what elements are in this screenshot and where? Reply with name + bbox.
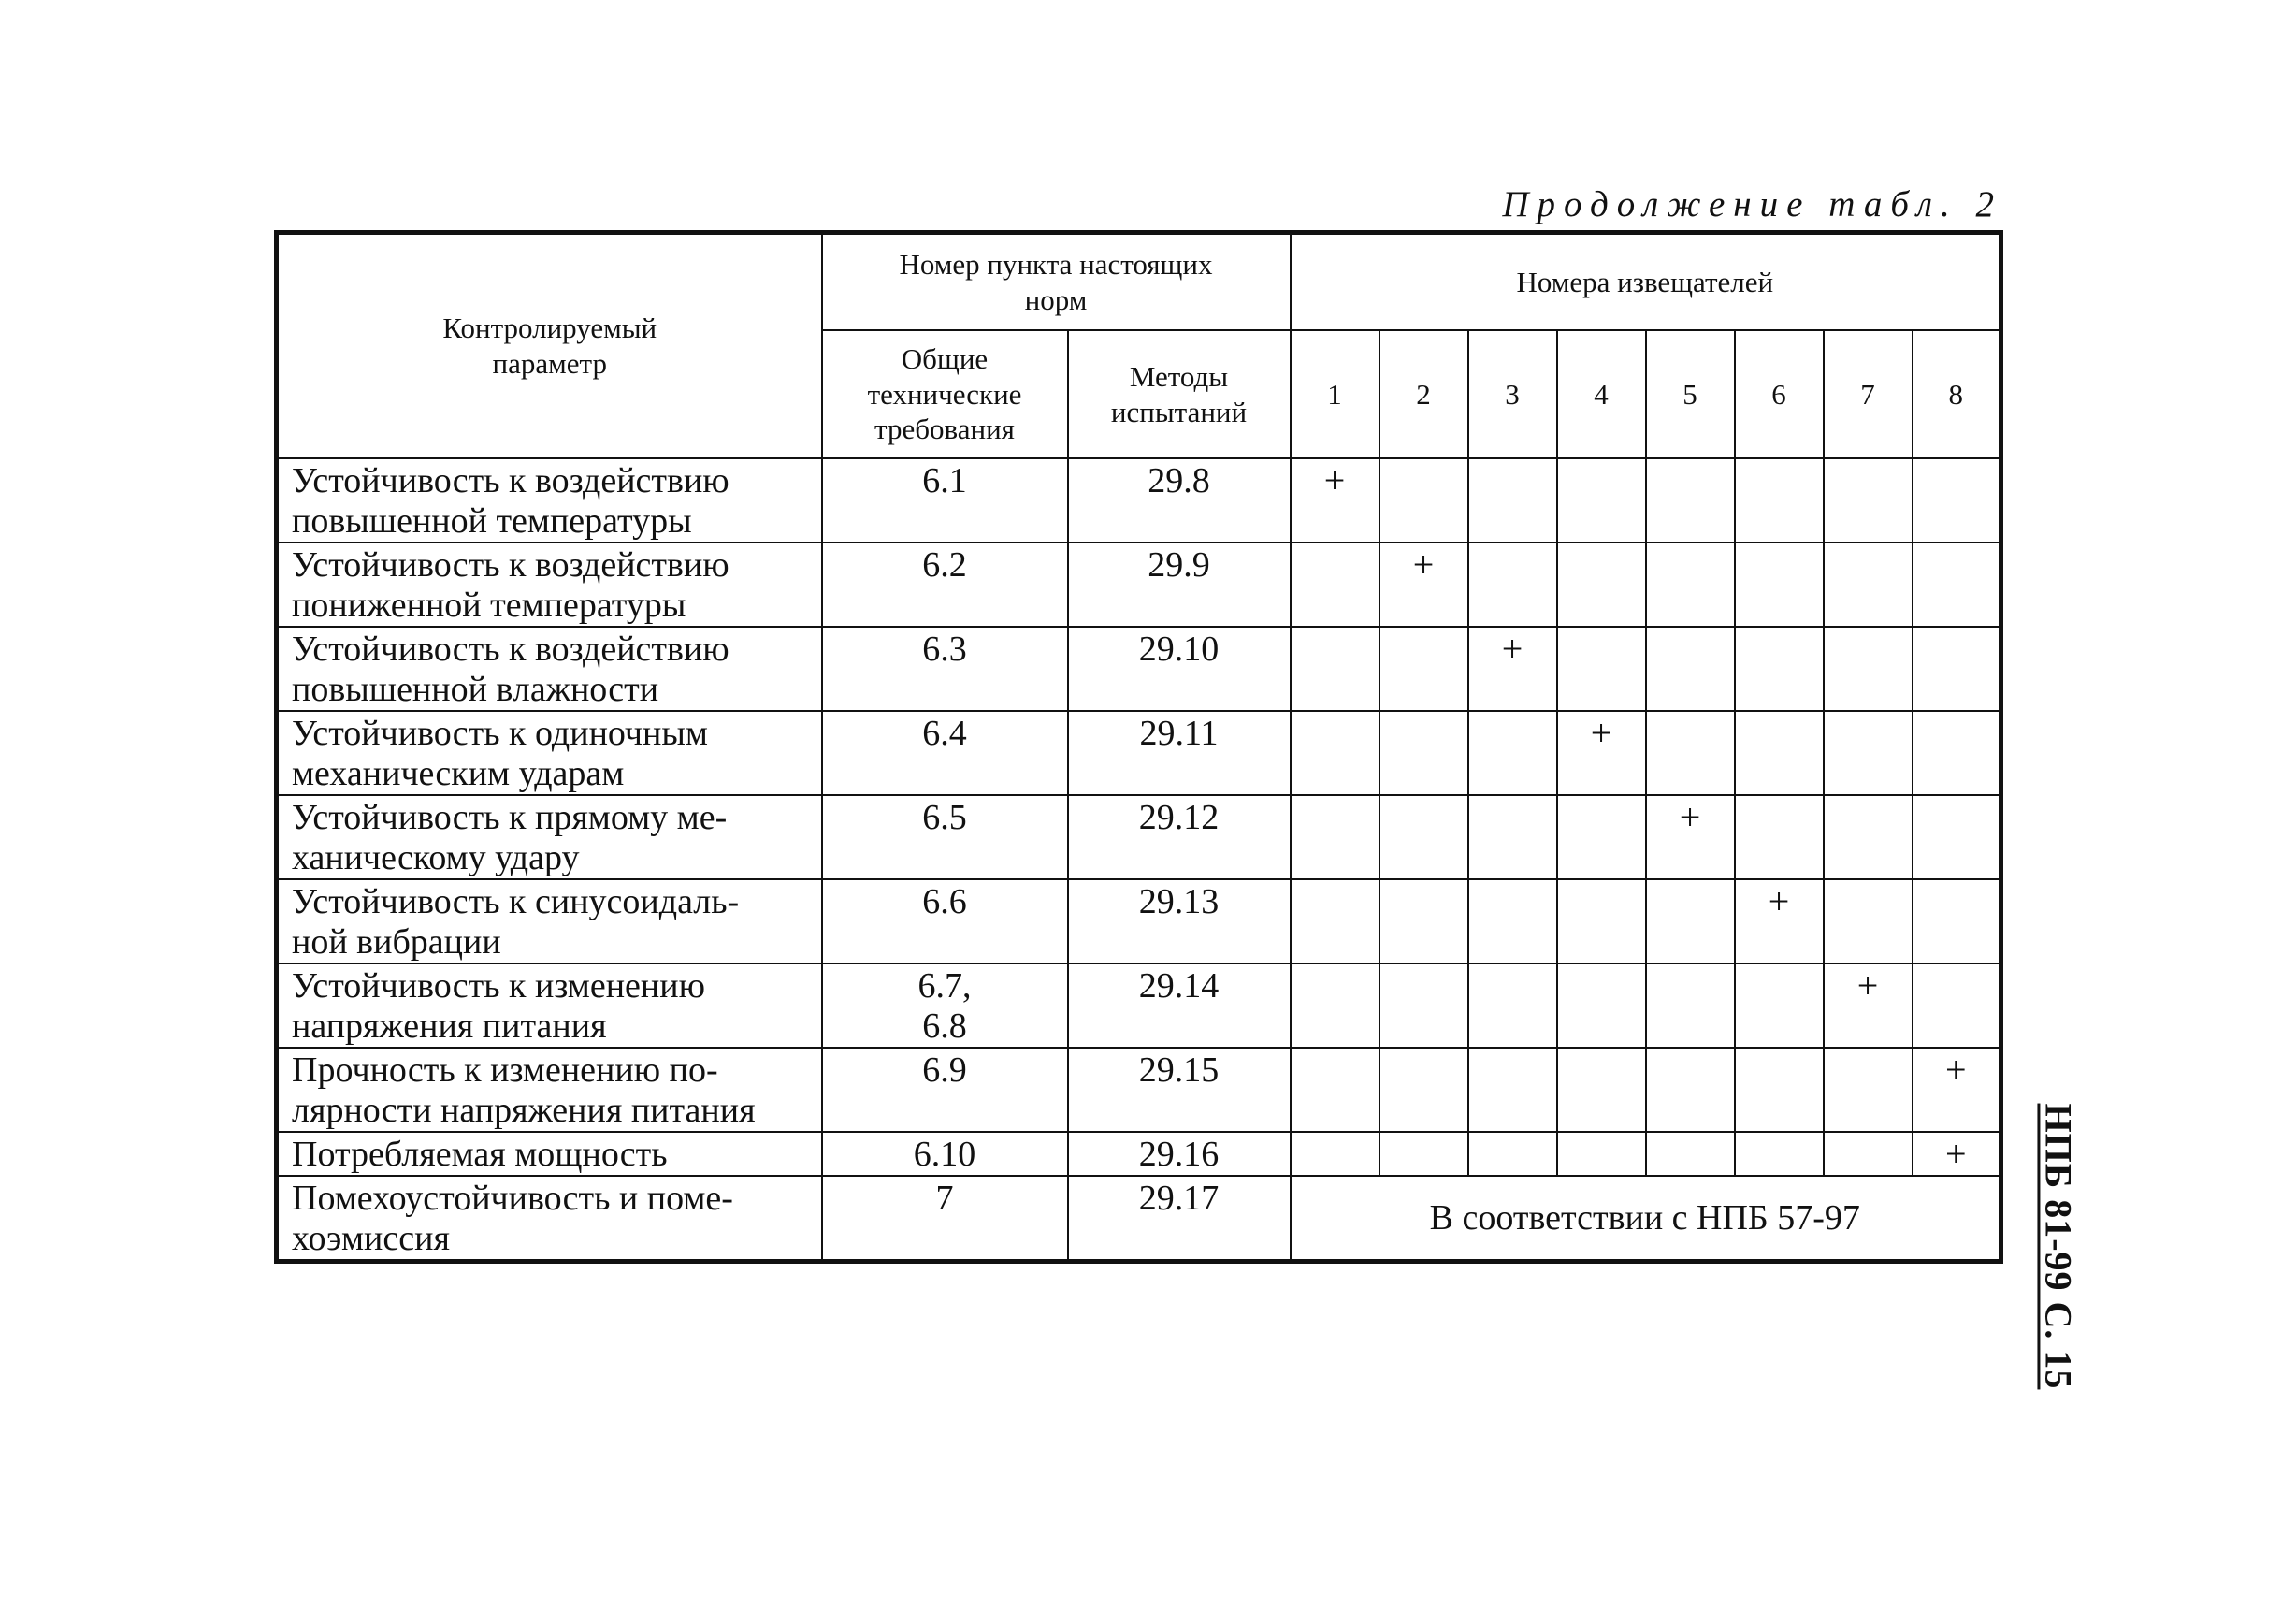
cell-line: Потребляемая мощность [292,1135,668,1174]
detector-mark-cell [1735,711,1824,795]
cell-line: 6.4 [922,714,967,753]
cell-line: 7 [935,1179,954,1219]
table-row [277,795,2001,879]
test-method-cell: 29.11 [1068,711,1291,795]
detector-mark-cell [1468,795,1557,879]
page-reference-text: НПБ 81-99 С. 15 [2037,1103,2080,1389]
cell-line: 6.8 [922,1006,967,1046]
detector-mark-cell [1735,1048,1824,1132]
header-detector-1: 1 [1291,330,1379,458]
header-detector-4: 4 [1557,330,1646,458]
cell-line: 6.9 [922,1050,967,1090]
general-requirement-cell [822,711,1068,795]
detector-mark-cell [1646,1048,1735,1132]
test-method-cell: 29.10 [1068,627,1291,711]
detector-mark-cell [1646,627,1735,711]
detector-mark-cell [1557,963,1646,1048]
detector-mark-cell [1913,963,2001,1048]
cell-line: ной вибрации [292,921,501,962]
detector-mark-cell [1291,795,1379,879]
test-method-cell: 29.14 [1068,963,1291,1048]
detector-mark-cell [1735,795,1824,879]
header-detector-3: 3 [1468,330,1557,458]
detector-mark-cell [1557,795,1646,879]
detector-mark-cell [1646,711,1735,795]
detector-mark-cell [1557,1132,1646,1176]
table-row [277,711,2001,795]
detector-mark-cell [1646,458,1735,543]
detector-mark-cell [1291,1048,1379,1132]
detector-mark-cell [1735,963,1824,1048]
test-method-cell: 29.17 [1068,1176,1291,1261]
test-method-cell: 29.12 [1068,795,1291,879]
cell-line: лярности напряжения питания [292,1090,756,1130]
detector-mark-cell: + [1913,1132,2001,1176]
general-requirement-cell [822,1176,1068,1261]
detector-mark-cell [1824,1048,1913,1132]
cell-line: Устойчивость к изменению [292,966,705,1006]
detector-mark-cell [1735,543,1824,627]
table-caption: Продолжение табл. 2 [1502,184,2002,224]
cell-line: 6.10 [913,1135,976,1174]
general-requirement-cell [822,795,1068,879]
detector-mark-cell: + [1824,963,1913,1048]
detector-mark-cell [1557,543,1646,627]
detector-mark-cell [1735,627,1824,711]
detector-mark-cell: + [1557,711,1646,795]
detector-mark-cell [1824,458,1913,543]
general-requirement-cell [822,879,1068,963]
detector-mark-cell [1379,627,1468,711]
detector-mark-cell [1824,627,1913,711]
detector-mark-cell: + [1646,795,1735,879]
detector-mark-cell [1468,879,1557,963]
header-detectors-group: Номера извещателей [1291,233,2001,331]
detector-mark-cell [1379,795,1468,879]
detector-mark-cell [1557,627,1646,711]
detector-mark-cell [1468,458,1557,543]
detector-mark-cell [1913,795,2001,879]
cell-line: Устойчивость к воздействию [292,461,729,500]
param-cell [277,458,822,543]
reference-note: В соответствии с НПБ 57-97 [1291,1176,2001,1261]
test-method-cell: 29.13 [1068,879,1291,963]
table-row [277,627,2001,711]
header-detector-7: 7 [1824,330,1913,458]
general-requirement-cell [822,1132,1068,1176]
cell-line: Устойчивость к одиночным [292,714,708,753]
detector-mark-cell [1468,963,1557,1048]
cell-line: 6.1 [922,461,967,500]
cell-line: Помехоустойчивость и поме- [292,1179,733,1219]
cell-line: Устойчивость к синусоидаль- [292,882,740,921]
general-requirement-cell [822,1048,1068,1132]
header-detector-2: 2 [1379,330,1468,458]
requirements-table [274,230,2003,1264]
detector-mark-cell [1913,879,2001,963]
detector-mark-cell [1379,458,1468,543]
cell-line: пониженной температуры [292,585,686,625]
page-reference [2030,1096,2087,1396]
param-cell [277,543,822,627]
general-requirement-cell [822,543,1068,627]
detector-mark-cell [1735,458,1824,543]
detector-mark-cell [1379,1132,1468,1176]
param-cell [277,711,822,795]
header-detector-6: 6 [1735,330,1824,458]
detector-mark-cell [1557,879,1646,963]
param-cell [277,1176,822,1261]
cell-line: Устойчивость к воздействию [292,630,729,669]
header-general: Общие технические требования [822,330,1068,458]
detector-mark-cell: + [1468,627,1557,711]
table-row [277,1176,2001,1261]
detector-mark-cell [1824,543,1913,627]
table-row [277,458,2001,543]
param-cell [277,1048,822,1132]
cell-line: Устойчивость к воздействию [292,545,729,585]
detector-mark-cell [1735,1132,1824,1176]
detector-mark-cell: + [1291,458,1379,543]
test-method-cell: 29.8 [1068,458,1291,543]
param-cell [277,1132,822,1176]
detector-mark-cell [1468,1132,1557,1176]
detector-mark-cell [1557,458,1646,543]
cell-line: повышенной температуры [292,500,692,541]
general-requirement-cell [822,963,1068,1048]
cell-line: 6.2 [922,545,967,585]
cell-line: 6.7, [917,966,972,1006]
detector-mark-cell [1291,627,1379,711]
header-norm-group: Номер пункта настоящих норм [822,233,1291,331]
detector-mark-cell [1291,1132,1379,1176]
detector-mark-cell [1557,1048,1646,1132]
test-method-cell: 29.16 [1068,1132,1291,1176]
detector-mark-cell: + [1735,879,1824,963]
cell-line: ханическому удару [292,837,580,877]
detector-mark-cell [1824,795,1913,879]
header-detector-5: 5 [1646,330,1735,458]
cell-line: 6.5 [922,798,967,837]
detector-mark-cell [1291,711,1379,795]
cell-line: Прочность к изменению по- [292,1050,718,1090]
general-requirement-cell [822,458,1068,543]
detector-mark-cell [1379,711,1468,795]
cell-line: 6.3 [922,630,967,669]
detector-mark-cell [1468,543,1557,627]
cell-line: повышенной влажности [292,669,659,709]
cell-line: механическим ударам [292,753,625,793]
detector-mark-cell [1824,1132,1913,1176]
table-row [277,963,2001,1048]
param-cell [277,879,822,963]
test-method-cell: 29.15 [1068,1048,1291,1132]
detector-mark-cell [1824,711,1913,795]
table-row [277,1048,2001,1132]
table-row [277,543,2001,627]
general-requirement-cell [822,627,1068,711]
detector-mark-cell [1379,963,1468,1048]
cell-line: 6.6 [922,882,967,921]
header-detector-8: 8 [1913,330,2001,458]
cell-line: Устойчивость к прямому ме- [292,798,728,837]
detector-mark-cell: + [1913,1048,2001,1132]
detector-mark-cell [1291,963,1379,1048]
detector-mark-cell [1913,458,2001,543]
test-method-cell: 29.9 [1068,543,1291,627]
cell-line: хоэмиссия [292,1219,450,1259]
cell-line: напряжения питания [292,1006,607,1046]
detector-mark-cell [1291,543,1379,627]
param-cell [277,963,822,1048]
detector-mark-cell [1468,711,1557,795]
detector-mark-cell [1379,1048,1468,1132]
detector-mark-cell: + [1379,543,1468,627]
header-param: Контролируемый параметр [277,233,822,459]
detector-mark-cell [1913,711,2001,795]
detector-mark-cell [1824,879,1913,963]
detector-mark-cell [1646,963,1735,1048]
detector-mark-cell [1913,627,2001,711]
detector-mark-cell [1646,1132,1735,1176]
detector-mark-cell [1646,543,1735,627]
detector-mark-cell [1913,543,2001,627]
detector-mark-cell [1468,1048,1557,1132]
param-cell [277,795,822,879]
table-row [277,879,2001,963]
header-methods: Методы испытаний [1068,330,1291,458]
detector-mark-cell [1291,879,1379,963]
table-row [277,1132,2001,1176]
param-cell [277,627,822,711]
detector-mark-cell [1646,879,1735,963]
detector-mark-cell [1379,879,1468,963]
